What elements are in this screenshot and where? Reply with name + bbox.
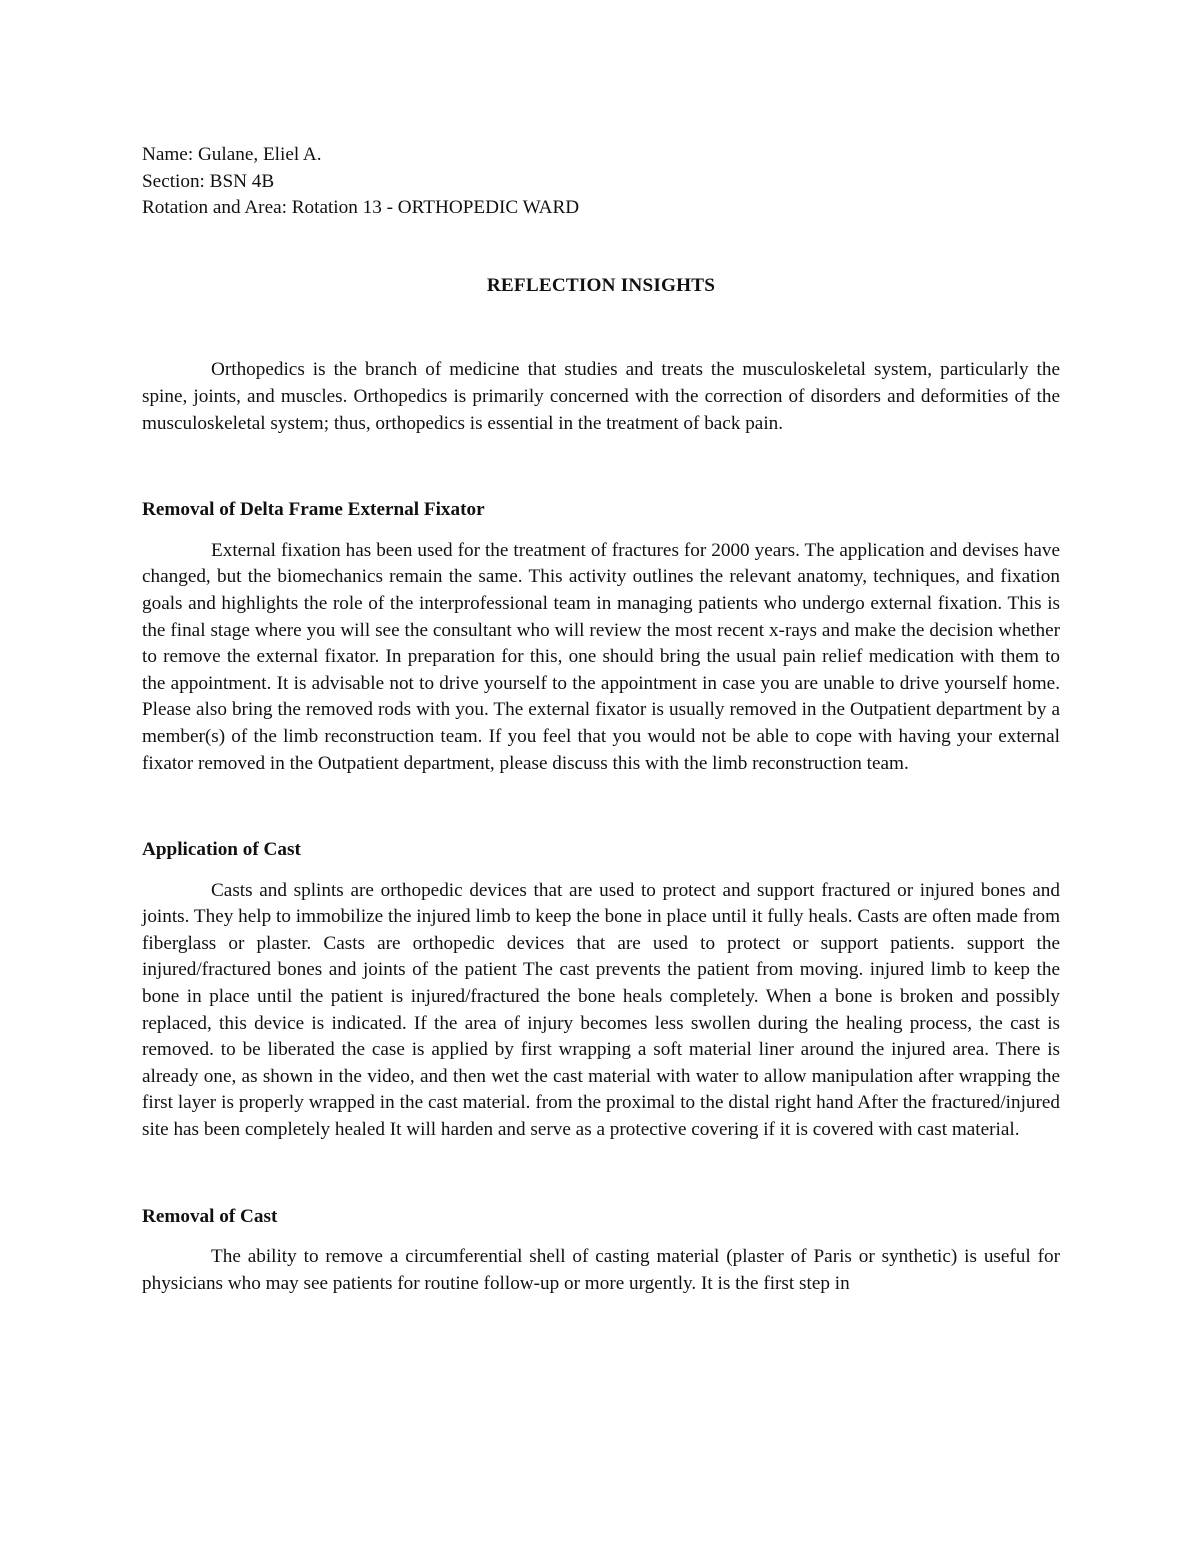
intro-paragraph: Orthopedics is the branch of medicine that studies and treats the musculoskeletal system, particularly the spine, joints, and muscles. Orthopedics is primarily concerned with the correction of disorders and deformities of the musculoskeletal system; thus, orthopedics is essential in the treatment of back pain. xyxy=(142,359,1060,434)
document-page xyxy=(142,142,1060,1297)
document-title: REFLECTION INSIGHTS xyxy=(486,274,716,296)
section-body: Casts and splints are orthopedic devices that are used to protect and support fractured or injured bones and joints. They help to immobilize the injured limb to keep the bone in place until it fully heals. Casts are often made from fiberglass or plaster. Casts are orthopedic devices that are used to protect or support patients. support the injured/fractured bones and joints of the patient The cast prevents the patient from moving. injured limb to keep the bone in place until the patient is injured/fractured the bone heals completely. When a bone is broken and possibly replaced, this device is indicated. If the area of injury becomes less swollen during the healing process, the cast is removed. to be liberated the case is applied by first wrapping a soft material liner around the injured area. There is already one, as shown in the video, and then wet the cast material with water to allow manipulation after wrapping the first layer is properly wrapped in the cast material. from the proximal to the distal right hand After the fractured/injured site has been completely healed It will harden and serve as a protective covering if it is covered with cast material. xyxy=(142,879,1060,1141)
section-heading: Application of Cast xyxy=(142,839,301,861)
student-info xyxy=(142,142,1060,222)
section-cast-removal xyxy=(142,1204,1060,1298)
section-body: External fixation has been used for the treatment of fractures for 2000 years. The application and devises have changed, but the biomechanics remain the same. This activity outlines the relevant anatomy, techniques, and fixation goals and highlights the role of the interprofessional team in managing patients who undergo external fixation. This is the final stage where you will see the consultant who will review the most recent x-rays and make the decision whether to remove the external fixator. In preparation for this, one should bring the usual pain relief medication with them to the appointment. It is advisable not to drive yourself to the appointment in case you are unable to drive yourself home. Please also bring the removed rods with you. The external fixator is usually removed in the Outpatient department by a member(s) of the limb reconstruction team. If you feel that you would not be able to cope with having your external fixator removed in the Outpatient department, please discuss this with the limb reconstruction team. xyxy=(142,539,1060,774)
rotation-area: Rotation and Area: Rotation 13 - ORTHOPEDIC WARD xyxy=(142,197,580,219)
student-section: Section: BSN 4B xyxy=(142,170,275,192)
section-body: The ability to remove a circumferential shell of casting material (plaster of Paris or synthetic) is useful for physicians who may see patients for routine follow-up or more urgently. It is the first step in xyxy=(142,1246,1060,1294)
section-delta-frame-removal xyxy=(142,497,1060,777)
student-name: Name: Gulane, Eliel A. xyxy=(142,144,322,165)
section-cast-application xyxy=(142,837,1060,1144)
section-heading: Removal of Cast xyxy=(142,1205,278,1227)
section-heading: Removal of Delta Frame External Fixator xyxy=(142,499,485,521)
